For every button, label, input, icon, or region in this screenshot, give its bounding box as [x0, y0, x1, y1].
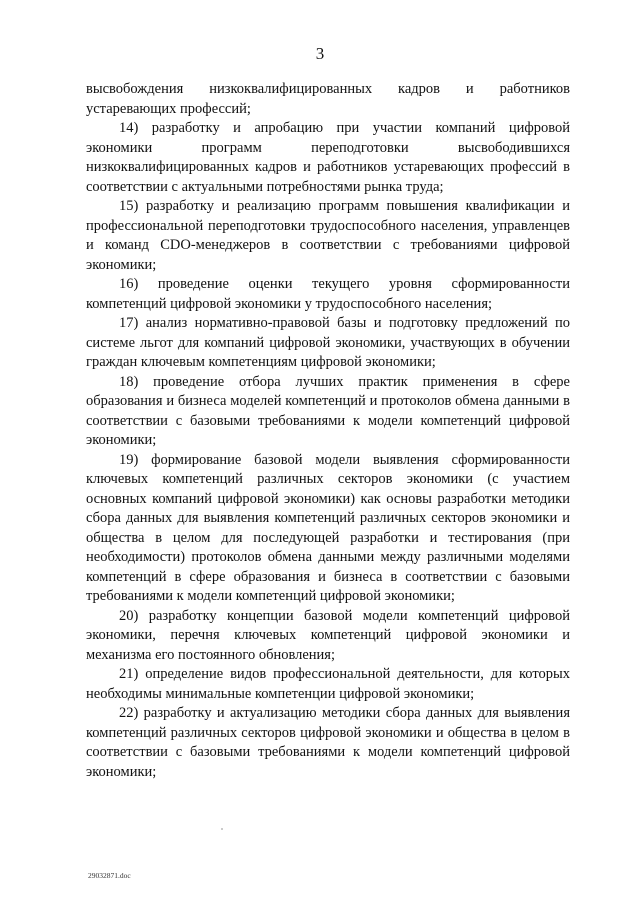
- paragraph-item-19: 19) формирование базовой модели выявления сформированности ключевых компетенций различных секторов экономики (с участием основных компаний цифровой экономики) как основы разработки методики сбора данных для выявления компетенций различных секторов экономики и общества в целом для последующей разработки и тестирования (при необходимости) протоколов обмена данными между различными моделями компетенций в сфере образования и бизнеса в соответствии с базовыми требованиями к модели компетенций цифровой экономики;: [86, 451, 570, 604]
- scan-speck: [221, 828, 223, 830]
- paragraph-continuation: высвобождения низкоквалифицированных кадров и работников устаревающих профессий;: [86, 81, 570, 117]
- paragraph-item-15: 15) разработку и реализацию программ повышения квалификации и профессиональной переподготовки трудоспособного населения, управленцев и команд CDO-менеджеров в соответствии с требованиями цифровой экономики;: [86, 198, 570, 273]
- footer-filename: 29032871.doc: [88, 871, 131, 880]
- paragraph-item-22: 22) разработку и актуализацию методики сбора данных для выявления компетенций различных секторов цифровой экономики и общества в целом в соответствии с базовыми требованиями к модели компетенций цифровой экономики;: [86, 705, 570, 780]
- paragraph-item-14: 14) разработку и апробацию при участии компаний цифровой экономики программ переподготовки высвободившихся низкоквалифицированных кадров и работников устаревающих профессий в соответствии с актуальными потребностями рынка труда;: [86, 120, 570, 195]
- paragraph-item-20: 20) разработку концепции базовой модели компетенций цифровой экономики, перечня ключевых компетенций цифровой экономики и механизма его постоянного обновления;: [86, 607, 570, 663]
- paragraph-item-16: 16) проведение оценки текущего уровня сформированности компетенций цифровой экономики у трудоспособного населения;: [86, 276, 570, 312]
- page-number: 3: [315, 44, 325, 63]
- document-body: [86, 80, 570, 782]
- paragraph-item-18: 18) проведение отбора лучших практик применения в сфере образования и бизнеса моделей компетенций и протоколов обмена данными в соответствии с базовыми требованиями к модели компетенций цифровой экономики;: [86, 373, 570, 448]
- paragraph-item-17: 17) анализ нормативно-правовой базы и подготовку предложений по системе льгот для компаний цифровой экономики, участвующих в обучении граждан ключевым компетенциям цифровой экономики;: [86, 315, 570, 370]
- paragraph-item-21: 21) определение видов профессиональной деятельности, для которых необходимы минимальные компетенции цифровой экономики;: [86, 666, 570, 702]
